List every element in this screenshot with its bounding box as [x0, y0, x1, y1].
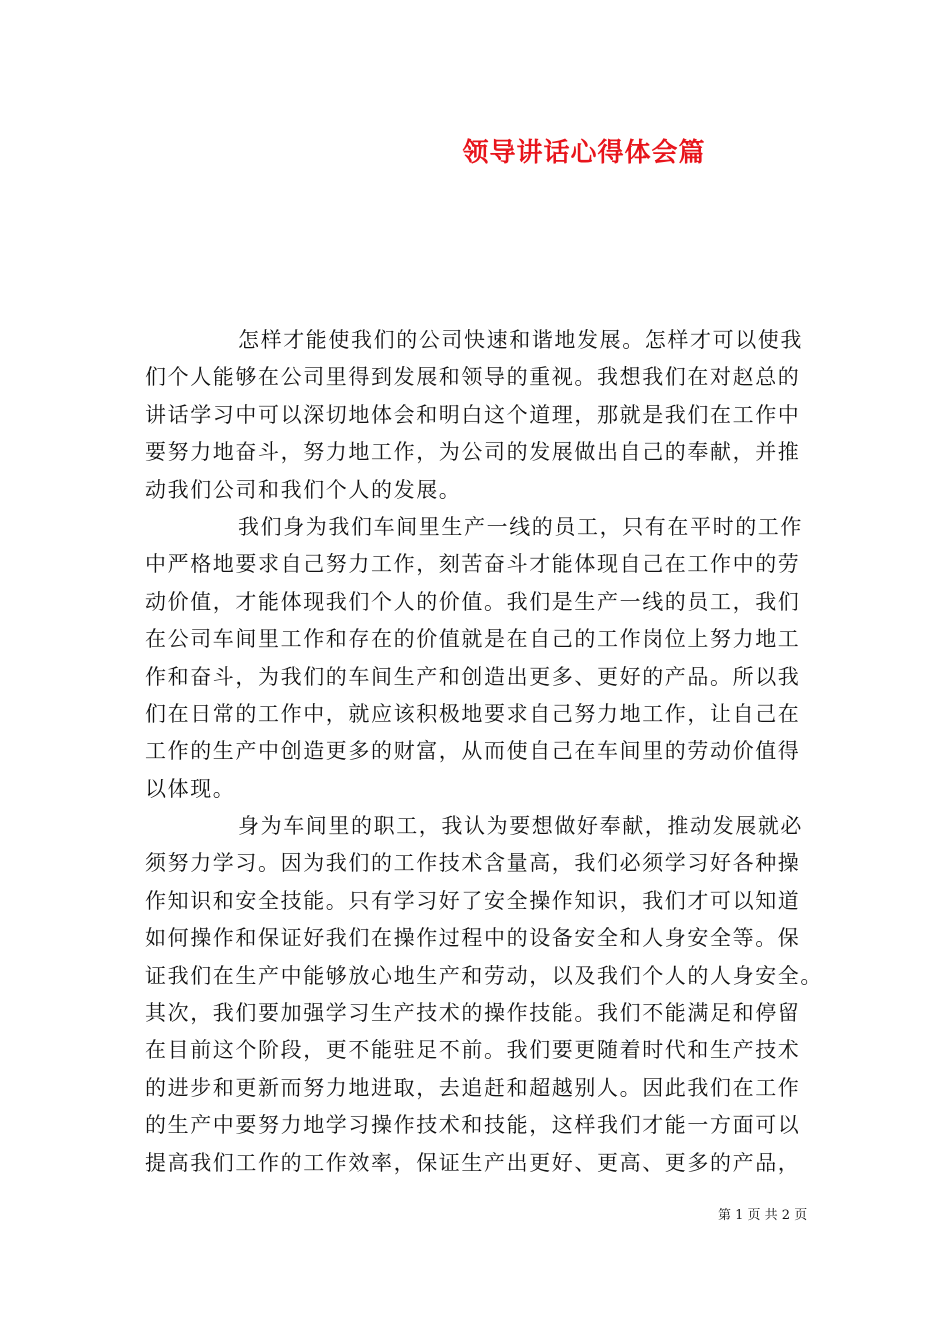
text-line: 作和奋斗，为我们的车间生产和创造出更多、更好的产品。所以我: [145, 664, 801, 689]
text-line: 的进步和更新而努力地进取，去追赶和超越别人。因此我们在工作: [145, 1075, 801, 1100]
text-line: 要努力地奋斗，努力地工作，为公司的发展做出自己的奉献，并推: [145, 440, 801, 465]
text-line: 作知识和安全技能。只有学习好了安全操作知识，我们才可以知道: [145, 888, 801, 913]
text-line: 以体现。: [145, 776, 236, 801]
text-line: 在公司车间里工作和存在的价值就是在自己的工作岗位上努力地工: [145, 627, 801, 652]
text-line: 在目前这个阶段，更不能驻足不前。我们要更随着时代和生产技术: [145, 1038, 801, 1063]
text-line: 动价值，才能体现我们个人的价值。我们是生产一线的员工，我们: [145, 589, 801, 614]
text-line: 们在日常的工作中，就应该积极地要求自己努力地工作，让自己在: [145, 701, 801, 726]
text-line: 须努力学习。因为我们的工作技术含量高，我们必须学习好各种操: [145, 851, 801, 876]
text-line: 其次，我们要加强学习生产技术的操作技能。我们不能满足和停留: [145, 1001, 801, 1026]
text-line: 们个人能够在公司里得到发展和领导的重视。我想我们在对赵总的: [145, 365, 801, 390]
text-line: 工作的生产中创造更多的财富，从而使自己在车间里的劳动价值得: [145, 739, 801, 764]
paragraph: [145, 322, 825, 509]
text-line: 如何操作和保证好我们在操作过程中的设备安全和人身安全等。保: [145, 926, 801, 951]
text-line: 怎样才能使我们的公司快速和谐地发展。怎样才可以使我: [238, 328, 803, 352]
text-line: 中严格地要求自己努力工作，刻苦奋斗才能体现自己在工作中的劳: [145, 552, 801, 577]
text-line: 我们身为我们车间里生产一线的员工，只有在平时的工作: [238, 514, 803, 539]
document-body: [145, 322, 825, 1182]
text-line: 动我们公司和我们个人的发展。: [145, 477, 462, 502]
document-title: 领导讲话心得体会篇: [462, 138, 706, 168]
text-line: 身为车间里的职工，我认为要想做好奉献，推动发展就必: [238, 814, 803, 839]
text-line: 的生产中要努力地学习操作技术和技能，这样我们才能一方面可以: [145, 1113, 801, 1138]
text-line: 提高我们工作的工作效率，保证生产出更好、更高、更多的产品，: [145, 1150, 801, 1175]
text-line: 讲话学习中可以深切地体会和明白这个道理，那就是我们在工作中: [145, 402, 801, 427]
text-line: 证我们在生产中能够放心地生产和劳动，以及我们个人的人身安全。: [145, 963, 823, 988]
paragraph: [145, 808, 825, 1182]
paragraph: [145, 509, 825, 808]
page-footer: 第 1 页 共 2 页: [718, 1208, 808, 1223]
